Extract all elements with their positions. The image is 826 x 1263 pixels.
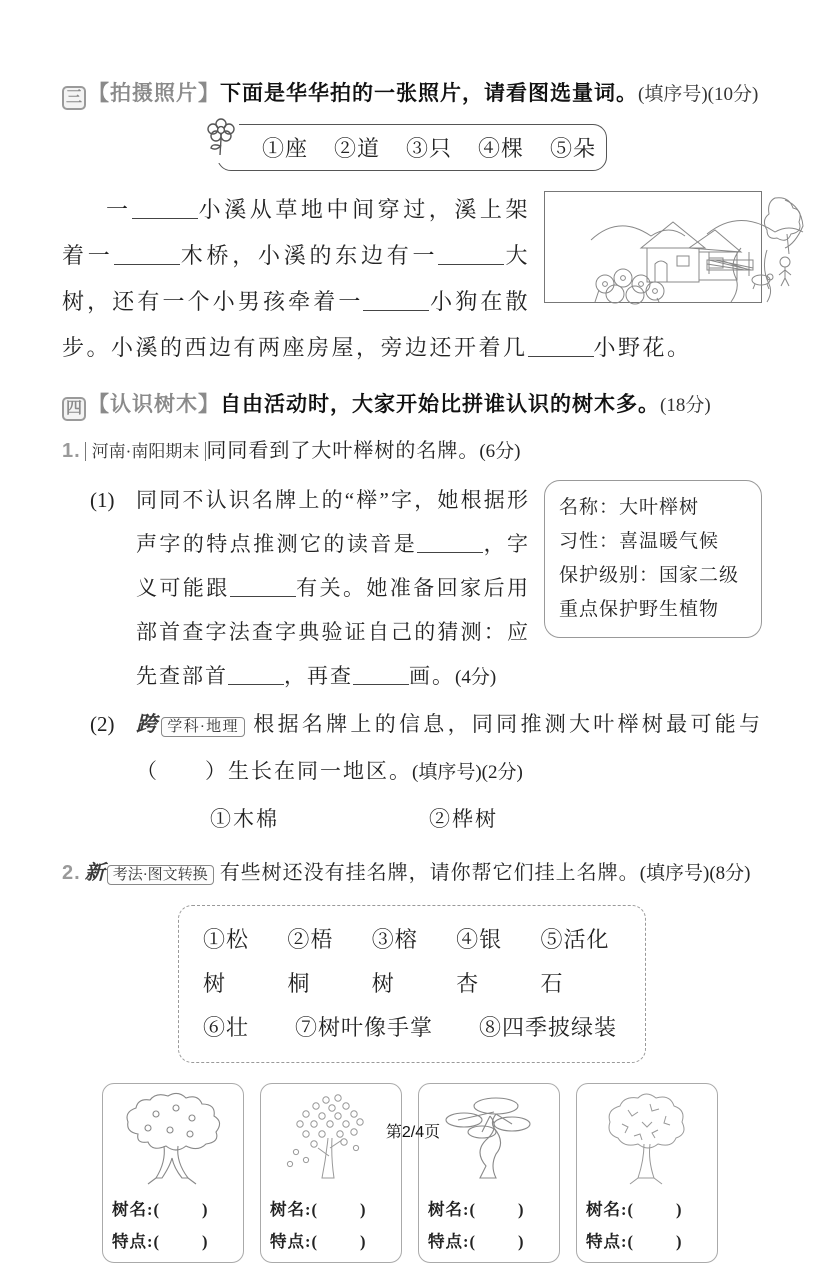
passage-seg: 小溪从草地中间穿过，溪上架着一 bbox=[62, 197, 530, 268]
bank1-item: ②道 bbox=[334, 136, 381, 161]
plate-line-protection: 保护级别：国家二级 bbox=[559, 565, 740, 586]
section4-header bbox=[62, 389, 762, 421]
part1-seg: 画。 bbox=[409, 664, 455, 688]
new-method-badge: 考法·图文转换 bbox=[107, 865, 214, 885]
tree-card-2 bbox=[260, 1083, 402, 1263]
bank1-item: ③只 bbox=[406, 136, 453, 161]
tree-bank-row1 bbox=[203, 918, 621, 1006]
new-method-badge-lead: 新 bbox=[84, 862, 106, 884]
tree-card-1 bbox=[102, 1083, 244, 1263]
bank2-item: ③榕树 bbox=[371, 927, 418, 996]
question1-text: 同同看到了大叶榉树的名牌。 bbox=[206, 440, 480, 462]
part1-blank-2 bbox=[230, 579, 296, 597]
tree-card-4 bbox=[576, 1083, 718, 1263]
part2-label: (2) bbox=[90, 712, 115, 736]
part1-seg: ，字义可能跟 bbox=[136, 532, 531, 600]
cross-subject-badge-lead: 跨 bbox=[136, 712, 161, 736]
passage-blank-5 bbox=[528, 339, 594, 357]
passage-blank-2 bbox=[114, 247, 180, 265]
passage-blank-1 bbox=[132, 201, 198, 219]
bank2-item: ⑦树叶像手掌 bbox=[295, 1015, 434, 1040]
part2-options bbox=[210, 799, 762, 839]
option-1: ①木棉 bbox=[210, 807, 279, 831]
bank2-item: ⑤活化石 bbox=[540, 927, 610, 996]
question2-line bbox=[62, 857, 762, 891]
question1-part2 bbox=[90, 702, 762, 841]
question1-line bbox=[62, 435, 762, 468]
part1-seg: 同同不认识名牌上的“榉”字，她根据形声字的特点推测它的读音是 bbox=[136, 488, 530, 556]
cross-subject-badge: 学科·地理 bbox=[161, 717, 244, 737]
part2-seg: 生长在同一地区。 bbox=[228, 759, 412, 783]
card-name-line: 树名:( ) bbox=[428, 1200, 525, 1219]
card-name-line: 树名:( ) bbox=[112, 1200, 209, 1219]
tree-word-bank bbox=[178, 905, 646, 1063]
part2-answer-paren: （ ） bbox=[136, 759, 228, 783]
card-name-line: 树名:( ) bbox=[270, 1200, 367, 1219]
section3-number-badge: 三 bbox=[62, 86, 86, 110]
card-feature-line: 特点:( ) bbox=[586, 1232, 683, 1251]
question2-text: 有些树还没有挂名牌，请你帮它们挂上名牌。 bbox=[219, 862, 640, 884]
section3-title: 下面是华华拍的一张照片，请看图选量词。 bbox=[220, 81, 638, 105]
tree-name-plate bbox=[544, 480, 762, 638]
quantifier-word-bank bbox=[217, 124, 607, 171]
part1-seg: 有关。她准备回家后用部首查字法查字典验证自己的猜测：应先查部首 bbox=[136, 576, 531, 688]
bank2-item: ②梧桐 bbox=[287, 927, 334, 996]
part1-blank-3 bbox=[228, 667, 284, 685]
passage-seg: 一 bbox=[106, 197, 132, 222]
question1-number: 1. bbox=[62, 440, 81, 462]
section3-score: (填序号)(10分) bbox=[638, 84, 759, 105]
bank2-item: ①松树 bbox=[203, 927, 250, 996]
passage-seg: 大树，还有一个小男孩牵着一 bbox=[62, 243, 530, 314]
card-name-line: 树名:( ) bbox=[586, 1200, 683, 1219]
section4-number-badge: 四 bbox=[62, 397, 86, 421]
part1-seg: ，再查 bbox=[284, 664, 353, 688]
section4-score: (18分) bbox=[660, 395, 711, 416]
exam-source-tag: 河南·南阳期末 bbox=[85, 442, 207, 461]
section3-tag: 【拍摄照片】 bbox=[88, 81, 220, 105]
plate-line-habit: 习性：喜温暖气候 bbox=[559, 531, 720, 552]
tree-bank-row2 bbox=[203, 1006, 621, 1050]
plate-line-protection2: 重点保护野生植物 bbox=[559, 599, 720, 620]
question2-number: 2. bbox=[62, 862, 81, 884]
option-2: ②桦树 bbox=[429, 807, 498, 831]
question2-score: (填序号)(8分) bbox=[639, 863, 751, 884]
bank2-item: ⑥壮 bbox=[203, 1015, 250, 1040]
bank1-item: ⑤朵 bbox=[550, 136, 597, 161]
section4-title: 自由活动时，大家开始比拼谁认识的树木多。 bbox=[220, 392, 660, 416]
part2-score: (填序号)(2分) bbox=[412, 762, 523, 783]
question1-part1 bbox=[90, 478, 762, 700]
quantifier-passage bbox=[62, 187, 762, 371]
passage-blank-3 bbox=[438, 247, 504, 265]
section4-tag: 【认识树木】 bbox=[88, 392, 220, 416]
tree-card-3 bbox=[418, 1083, 560, 1263]
card-feature-line: 特点:( ) bbox=[112, 1232, 209, 1251]
bank1-item: ①座 bbox=[262, 136, 309, 161]
tree-cards bbox=[102, 1083, 762, 1263]
card-feature-line: 特点:( ) bbox=[428, 1232, 525, 1251]
question1-score: (6分) bbox=[479, 441, 521, 462]
part1-blank-1 bbox=[417, 535, 483, 553]
bank2-item: ④银杏 bbox=[456, 927, 503, 996]
bank2-item: ⑧四季披绿装 bbox=[479, 1015, 618, 1040]
part1-score: (4分) bbox=[455, 667, 497, 688]
scene-illustration bbox=[544, 191, 762, 303]
part1-blank-4 bbox=[353, 667, 409, 685]
passage-seg: 小野花。 bbox=[593, 335, 692, 360]
passage-blank-4 bbox=[363, 293, 429, 311]
section3-header bbox=[62, 78, 762, 110]
card-feature-line: 特点:( ) bbox=[270, 1232, 367, 1251]
bank1-item: ④棵 bbox=[478, 136, 525, 161]
plate-line-name: 名称：大叶榉树 bbox=[559, 497, 700, 518]
passage-seg: 木桥，小溪的东边有一 bbox=[179, 243, 439, 268]
passage-seg: 小狗在散步。小溪的西边有两座房屋，旁边还开着几 bbox=[62, 289, 530, 360]
part1-label: (1) bbox=[90, 488, 115, 512]
part2-seg: 根据名牌上的信息，同同推测大叶榉树最可能与 bbox=[253, 712, 763, 736]
page-number: 第2/4页 bbox=[385, 1124, 441, 1141]
flower-icon bbox=[203, 116, 239, 163]
